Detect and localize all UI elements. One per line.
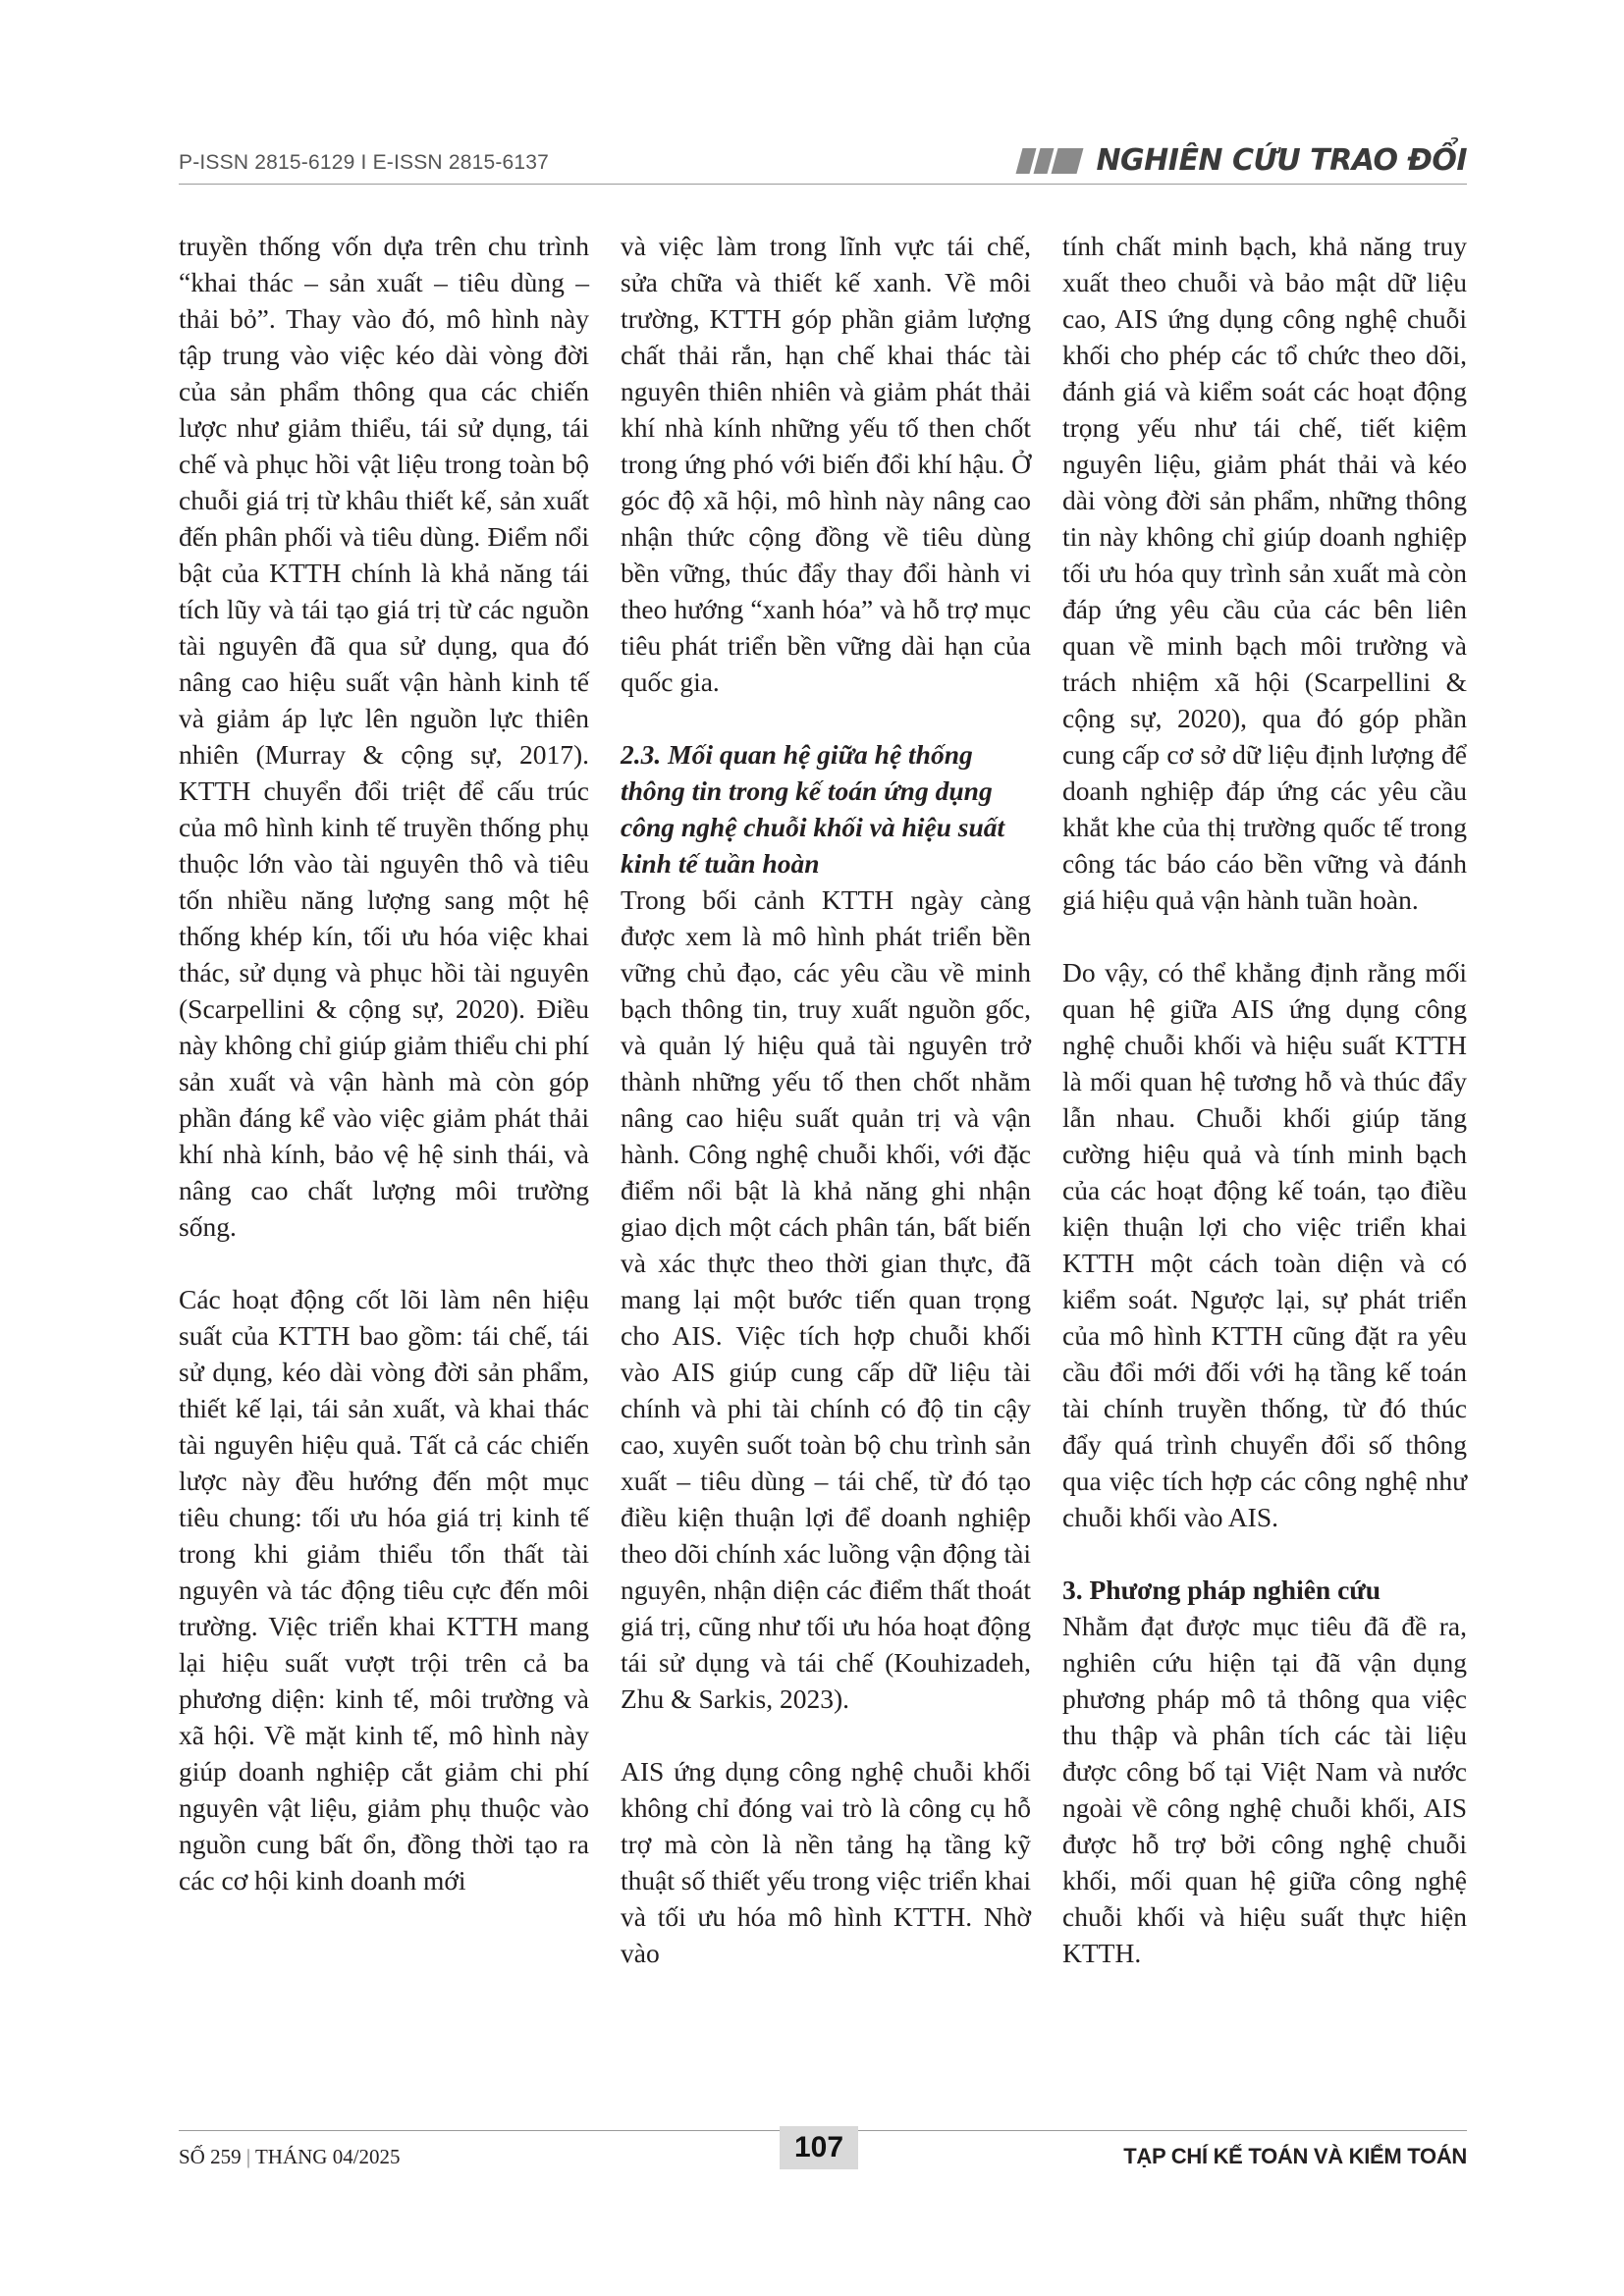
paragraph: AIS ứng dụng công nghệ chuỗi khối không chỉ đóng vai trò là công cụ hỗ trợ mà còn là nền tảng hạ tầng kỹ thuật số thiết yếu trong việc triển khai và tối ưu hóa mô hình KTTH. Nhờ vào [621,1756,1031,1968]
decorative-bars-icon [1019,148,1084,174]
issue-month: THÁNG 04/2025 [254,2145,401,2168]
column-1 [179,228,589,1898]
paragraph: Do vậy, có thể khẳng định rằng mối quan hệ giữa AIS ứng dụng công nghệ chuỗi khối và hiệu suất KTTH là mối quan hệ tương hỗ và thúc đẩy lẫn nhau. Chuỗi khối giúp tăng cường hiệu quả và tính minh bạch của các hoạt động kế toán, tạo điều kiện thuận lợi cho việc triển khai KTTH một cách toàn diện và có kiểm soát. Ngược lại, sự phát triển của mô hình KTTH cũng đặt ra yêu cầu đổi mới đối với hạ tầng kế toán tài chính truyền thống, từ đó thúc đẩy quá trình chuyển đổi số thông qua việc tích hợp các công nghệ như chuỗi khối vào AIS. [1062,957,1467,1532]
paragraph: và việc làm trong lĩnh vực tái chế, sửa chữa và thiết kế xanh. Về môi trường, KTTH góp phần giảm lượng chất thải rắn, hạn chế khai thác tài nguyên thiên nhiên và giảm phát thải khí nhà kính những yếu tố then chốt trong ứng phó với biến đổi khí hậu. Ở góc độ xã hội, mô hình này nâng cao nhận thức cộng đồng về tiêu dùng bền vững, thúc đẩy thay đổi hành vi theo hướng “xanh hóa” và hỗ trợ mục tiêu phát triển bền vững dài hạn của quốc gia. [621,231,1031,697]
column-3 [1062,228,1467,1971]
issn-text: P-ISSN 2815-6129 I E-ISSN 2815-6137 [179,151,550,174]
page-header [179,143,1467,183]
issue-separator: | [245,2145,251,2168]
issue-info [179,2145,401,2169]
paragraph: Các hoạt động cốt lõi làm nên hiệu suất của KTTH bao gồm: tái chế, tái sử dụng, kéo dài vòng đời sản phẩm, thiết kế lại, tái sản xuất, và khai thác tài nguyên hiệu quả. Tất cả các chiến lược này đều hướng đến một mục tiêu chung: tối ưu hóa giá trị kinh tế trong khi giảm thiểu tổn thất tài nguyên và tác động tiêu cực đến môi trường. Việc triển khai KTTH mang lại hiệu suất vượt trội trên cả ba phương diện: kinh tế, môi trường và xã hội. Về mặt kinh tế, mô hình này giúp doanh nghiệp cắt giảm chi phí nguyên vật liệu, giảm phụ thuộc vào nguồn cung bất ổn, đồng thời tạo ra các cơ hội kinh doanh mới [179,1284,589,1896]
page-number: 107 [780,2126,858,2169]
paragraph: tính chất minh bạch, khả năng truy xuất theo chuỗi và bảo mật dữ liệu cao, AIS ứng dụng công nghệ chuỗi khối cho phép các tổ chức theo dõi, đánh giá và kiểm soát các hoạt động trọng yếu như tái chế, tiết kiệm nguyên liệu, giảm phát thải và kéo dài vòng đời sản phẩm, những thông tin này không chỉ giúp doanh nghiệp tối ưu hóa quy trình sản xuất mà còn đáp ứng yêu cầu của các bên liên quan về minh bạch môi trường và trách nhiệm xã hội (Scarpellini & cộng sự, 2020), qua đó góp phần cung cấp cơ sở dữ liệu định lượng để doanh nghiệp đáp ứng các yêu cầu khắt khe của thị trường quốc tế trong công tác báo cáo bền vững và đánh giá hiệu quả vận hành tuần hoàn. [1062,231,1467,915]
header-rule [179,184,1467,185]
paragraph: Trong bối cảnh KTTH ngày càng được xem là mô hình phát triển bền vững chủ đạo, các yêu cầu về minh bạch thông tin, truy xuất nguồn gốc, và quản lý hiệu quả tài nguyên trở thành những yếu tố then chốt nhằm nâng cao hiệu suất quản trị và vận hành. Công nghệ chuỗi khối, với đặc điểm nổi bật là khả năng ghi nhận giao dịch một cách phân tán, bất biến và xác thực theo thời gian thực, đã mang lại một bước tiến quan trọng cho AIS. Việc tích hợp chuỗi khối vào AIS giúp cung cấp dữ liệu tài chính và phi tài chính có độ tin cậy cao, xuyên suốt toàn bộ chu trình sản xuất – tiêu dùng – tái chế, từ đó tạo điều kiện thuận lợi để doanh nghiệp theo dõi chính xác luồng vận động tài nguyên, nhận diện các điểm thất thoát giá trị, cũng như tối ưu hóa hoạt động tái sử dụng và tái chế (Kouhizadeh, Zhu & Sarkis, 2023). [621,884,1031,1714]
issue-number: SỐ 259 [179,2145,242,2168]
section-title: NGHIÊN CỨU TRAO ĐỔI [1096,143,1467,178]
column-2 [621,228,1031,1971]
section-heading-2-3: 2.3. Mối quan hệ giữa hệ thống thông tin trong kế toán ứng dụng công nghệ chuỗi khối và hiệu suất kinh tế tuần hoàn [621,739,1005,879]
paragraph: truyền thống vốn dựa trên chu trình “khai thác – sản xuất – tiêu dùng – thải bỏ”. Thay vào đó, mô hình này tập trung vào việc kéo dài vòng đời của sản phẩm thông qua các chiến lược như giảm thiểu, tái sử dụng, tái chế và phục hồi vật liệu trong toàn bộ chuỗi giá trị từ khâu thiết kế, sản xuất đến phân phối và tiêu dùng. Điểm nổi bật của KTTH chính là khả năng tái tích lũy và tái tạo giá trị từ các nguồn tài nguyên đã qua sử dụng, qua đó nâng cao hiệu suất vận hành kinh tế và giảm áp lực lên nguồn lực thiên nhiên (Murray & cộng sự, 2017). KTTH chuyển đổi triệt để cấu trúc của mô hình kinh tế truyền thống phụ thuộc lớn vào tài nguyên thô và tiêu tốn nhiều năng lượng sang một hệ thống khép kín, tối ưu hóa việc khai thác, sử dụng và phục hồi tài nguyên (Scarpellini & cộng sự, 2020). Điều này không chỉ giúp giảm thiểu chi phí sản xuất và vận hành mà còn góp phần đáng kể vào việc giảm phát thải khí nhà kính, bảo vệ hệ sinh thái, và nâng cao chất lượng môi trường sống. [179,231,589,1242]
section-label [1019,143,1467,178]
section-heading-3: 3. Phương pháp nghiên cứu [1062,1575,1381,1605]
journal-name: TẠP CHÍ KẾ TOÁN VÀ KIỂM TOÁN [1123,2144,1467,2168]
paragraph: Nhằm đạt được mục tiêu đã đề ra, nghiên cứu hiện tại đã vận dụng phương pháp mô tả thông qua việc thu thập và phân tích các tài liệu được công bố tại Việt Nam và nước ngoài về công nghệ chuỗi khối, AIS được hỗ trợ bởi công nghệ chuỗi khối, mối quan hệ giữa công nghệ chuỗi khối và hiệu suất thực hiện KTTH. [1062,1611,1467,1968]
